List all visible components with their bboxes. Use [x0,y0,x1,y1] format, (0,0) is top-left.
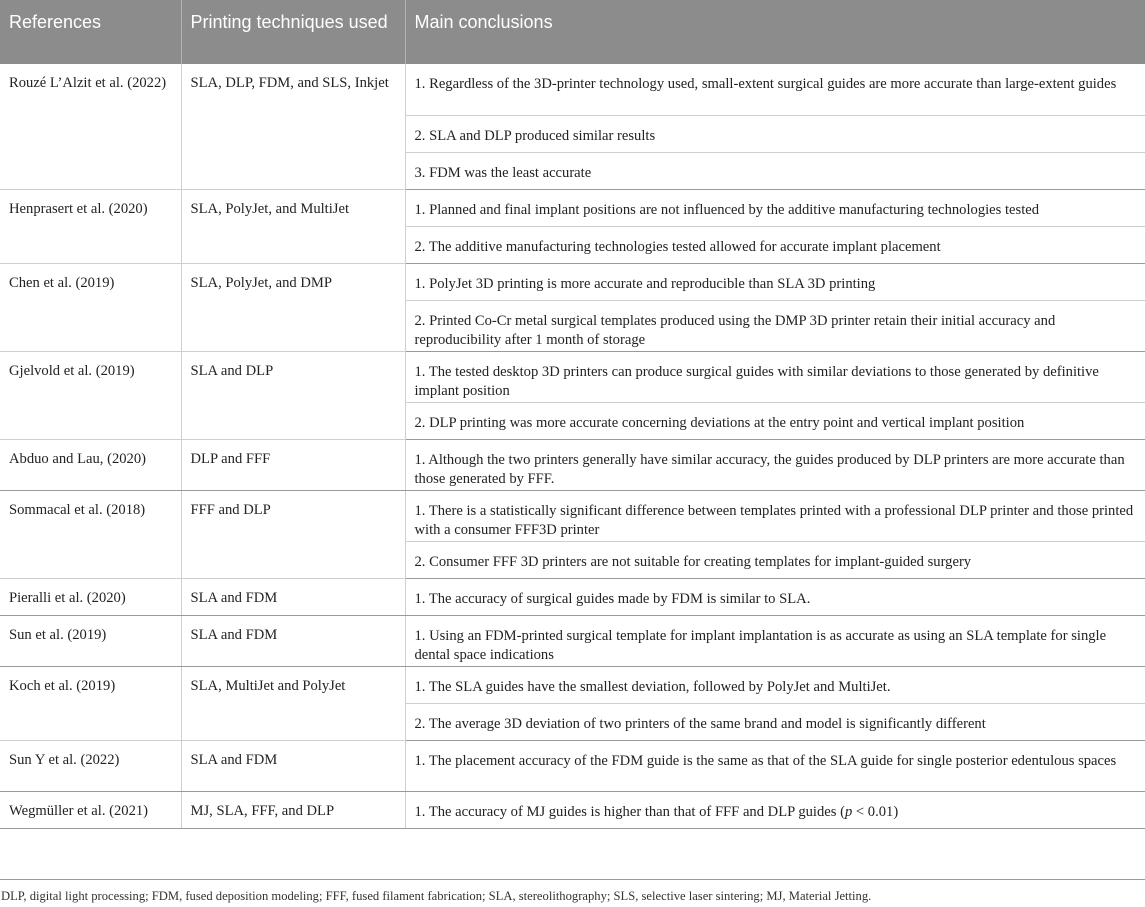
reference-cell: Chen et al. (2019) [0,263,181,351]
techniques-cell: MJ, SLA, FFF, and DLP [181,791,405,828]
techniques-cell: SLA and FDM [181,740,405,791]
techniques-cell: SLA and FDM [181,615,405,666]
reference-cell: Rouzé L’Alzit et al. (2022) [0,64,181,189]
conclusion-cell: 2. Printed Co-Cr metal surgical templates produced using the DMP 3D printer retain their initial accuracy and reproducibility after 1 month of storage [405,300,1145,351]
reference-cell: Pieralli et al. (2020) [0,578,181,615]
header-row [0,0,1145,64]
table-row [0,64,1145,115]
conclusion-cell: 1. The accuracy of surgical guides made by FDM is similar to SLA. [405,578,1145,615]
table-row [0,578,1145,615]
conclusion-cell: 2. Consumer FFF 3D printers are not suitable for creating templates for implant-guided surgery [405,541,1145,578]
techniques-cell: SLA, PolyJet, and MultiJet [181,189,405,263]
conclusion-text-after: < 0.01) [852,803,899,820]
conclusion-cell: 2. The additive manufacturing technologies tested allowed for accurate implant placement [405,226,1145,263]
conclusion-cell: 1. Planned and final implant positions are not influenced by the additive manufacturing technologies tested [405,189,1145,226]
conclusion-cell: 1. The tested desktop 3D printers can produce surgical guides with similar deviations to those generated by definitive implant position [405,351,1145,402]
table-row [0,351,1145,402]
conclusion-cell: 1. Regardless of the 3D-printer technology used, small-extent surgical guides are more accurate than large-extent guides [405,64,1145,115]
techniques-cell: FFF and DLP [181,490,405,578]
table-footnote: DLP, digital light processing; FDM, fused deposition modeling; FFF, fused filament fabrication; SLA, stereolithography; SLS, selective laser sintering; MJ, Material Jetting. [0,879,1145,904]
table-row [0,615,1145,666]
reference-cell: Henprasert et al. (2020) [0,189,181,263]
conclusion-cell: 2. The average 3D deviation of two printers of the same brand and model is significantly different [405,703,1145,740]
table-row [0,189,1145,226]
p-value-symbol: p [844,803,853,820]
header-main-conclusions: Main conclusions [405,0,1145,64]
techniques-cell: SLA, PolyJet, and DMP [181,263,405,351]
techniques-cell: DLP and FFF [181,439,405,490]
reference-cell: Koch et al. (2019) [0,666,181,740]
techniques-cell: SLA, MultiJet and PolyJet [181,666,405,740]
reference-cell: Gjelvold et al. (2019) [0,351,181,439]
table-row [0,439,1145,490]
conclusion-cell: 1. Although the two printers generally have similar accuracy, the guides produced by DLP printers are more accurate than those generated by FFF. [405,439,1145,490]
reference-cell: Abduo and Lau, (2020) [0,439,181,490]
table-row [0,791,1145,828]
conclusion-cell [405,791,1145,828]
header-references: References [0,0,181,64]
conclusion-cell: 1. The placement accuracy of the FDM guide is the same as that of the SLA guide for single posterior edentulous spaces [405,740,1145,791]
table-row [0,740,1145,791]
conclusion-cell: 2. DLP printing was more accurate concerning deviations at the entry point and vertical implant position [405,402,1145,439]
table-row [0,490,1145,541]
table-row [0,263,1145,300]
conclusion-cell: 3. FDM was the least accurate [405,152,1145,189]
conclusion-cell: 1. The SLA guides have the smallest deviation, followed by PolyJet and MultiJet. [405,666,1145,703]
reference-cell: Sun Y et al. (2022) [0,740,181,791]
techniques-cell: SLA and DLP [181,351,405,439]
conclusion-cell: 1. Using an FDM-printed surgical template for implant implantation is as accurate as using an SLA template for single dental space indications [405,615,1145,666]
reference-cell: Sommacal et al. (2018) [0,490,181,578]
header-printing-techniques: Printing techniques used [181,0,405,64]
conclusion-cell: 1. There is a statistically significant difference between templates printed with a professional DLP printer and those printed with a consumer FFF3D printer [405,490,1145,541]
techniques-cell: SLA, DLP, FDM, and SLS, Inkjet [181,64,405,189]
reference-cell: Wegmüller et al. (2021) [0,791,181,828]
table-row [0,666,1145,703]
techniques-cell: SLA and FDM [181,578,405,615]
conclusion-text-before: 1. The accuracy of MJ guides is higher than that of FFF and DLP guides ( [414,803,845,820]
conclusion-cell: 2. SLA and DLP produced similar results [405,115,1145,152]
reference-cell: Sun et al. (2019) [0,615,181,666]
conclusion-cell: 1. PolyJet 3D printing is more accurate and reproducible than SLA 3D printing [405,263,1145,300]
